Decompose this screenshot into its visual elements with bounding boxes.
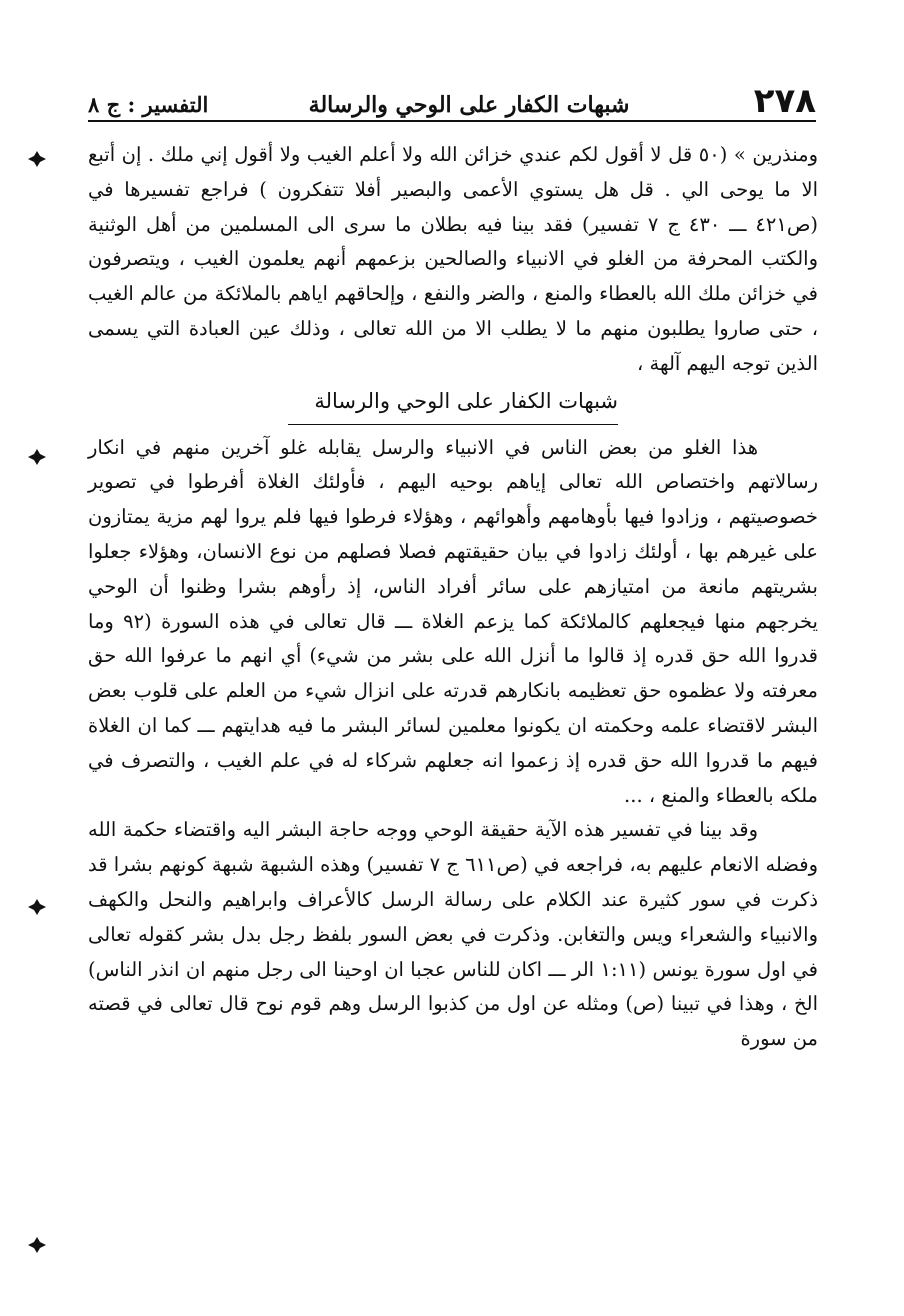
section-heading: شبهات الكفار على الوحي والرسالة: [288, 384, 618, 425]
margin-mark-icon: [26, 1236, 48, 1254]
margin-mark-icon: [26, 448, 48, 466]
margin-mark-icon: [26, 898, 48, 916]
page-number: ٢٧٨: [753, 81, 816, 121]
body-text: [88, 138, 818, 1057]
paragraph: وقد بينا في تفسير هذه الآية حقيقة الوحي ووجه حاجة البشر اليه واقتضاء حكمة الله وفضله الانعام عليهم به، فراجعه في (ص٦١١ ج ٧ تفسير) وهذه الشبهة شبهة كونهم بشرا قد ذكرت في سور كثيرة عند الكلام على رسالة الرسل كالأعراف وابراهيم والنحل والكهف والانبياء والشعراء ويس والتغابن. وذكرت في بعض السور بلفظ رجل بدل بشر كقوله تعالى في اول سورة يونس (١:١١ الر ـــ اكان للناس عجبا ان اوحينا الى رجل منهم ان انذر الناس) الخ ، وهذا في تبينا (ص) ومثله عن اول من كذبوا الرسل وهم قوم نوح قال تعالى في قصته من سورة: [88, 818, 819, 1051]
margin-mark-icon: [26, 150, 48, 168]
book-reference: التفسير : ج ٨: [88, 92, 209, 117]
page-header: [88, 80, 816, 122]
running-title: شبهات الكفار على الوحي والرسالة: [308, 92, 630, 118]
paragraph: ومنذرين » (٥٠ قل لا أقول لكم عندي خزائن الله ولا أعلم الغيب ولا أقول إني ملك . إن أتبع الا ما يوحى الي . قل هل يستوي الأعمى والبصير أفلا تتفكرون ) فراجع تفسيرها في (ص٤٢١ ـــ ٤٣٠ ج ٧ تفسير) فقد بينا فيه بطلان ما سرى الى المسلمين من أهل الوثنية والكتب المحرفة من الغلو في الانبياء والصالحين بزعمهم أنهم يعلمون الغيب ، ويتصرفون في خزائن ملك الله بالعطاء والمنع ، والضر والنفع ، وإلحاقهم اياهم بالملائكة من عالم الغيب ، حتى صاروا يطلبون منهم ما لا يطلب الا من الله تعالى ، وذلك عين العبادة التي يسمى الذين توجه اليهم آلهة ،: [88, 143, 819, 375]
paragraph: هذا الغلو من بعض الناس في الانبياء والرسل يقابله غلو آخرين منهم في انكار رسالاتهم واختصاص الله تعالى إياهم بوحيه اليهم ، فأولئك الغلاة أفرطوا في تصوير خصوصيتهم ، وزادوا فيها بأوهامهم وأهوائهم ، وهؤلاء فرطوا فيها فلم يروا لهم مزية يمتازون على غيرهم بها ، أولئك زادوا في بيان حقيقتهم فصلا فصلهم من نوع الانسان، وهؤلاء جعلوا بشريتهم مانعة من امتيازهم على سائر أفراد الناس، إذ رأوهم بشرا وظنوا أن الوحي يخرجهم منها فيجعلهم كالملائكة كما يزعم الغلاة ـــ قال تعالى في هذه السورة (٩٢ وما قدروا الله حق قدره إذ قالوا ما أنزل الله على بشر من شيء) أي انهم ما عرفوا الله حق معرفته ولا عظموه حق تعظيمه بانكارهم قدرته على انزال شيء من العلم على قلوب بعض البشر لاقتضاء علمه وحكمته ان يكونوا معلمين لسائر البشر ما فيه هدايتهم ـــ كما ان الغلاة فيهم ما قدروا الله حق قدره إذ زعموا انه جعلهم شركاء له في علم الغيب ، والتصرف في ملكه بالعطاء والمنع ، ...: [88, 435, 818, 807]
